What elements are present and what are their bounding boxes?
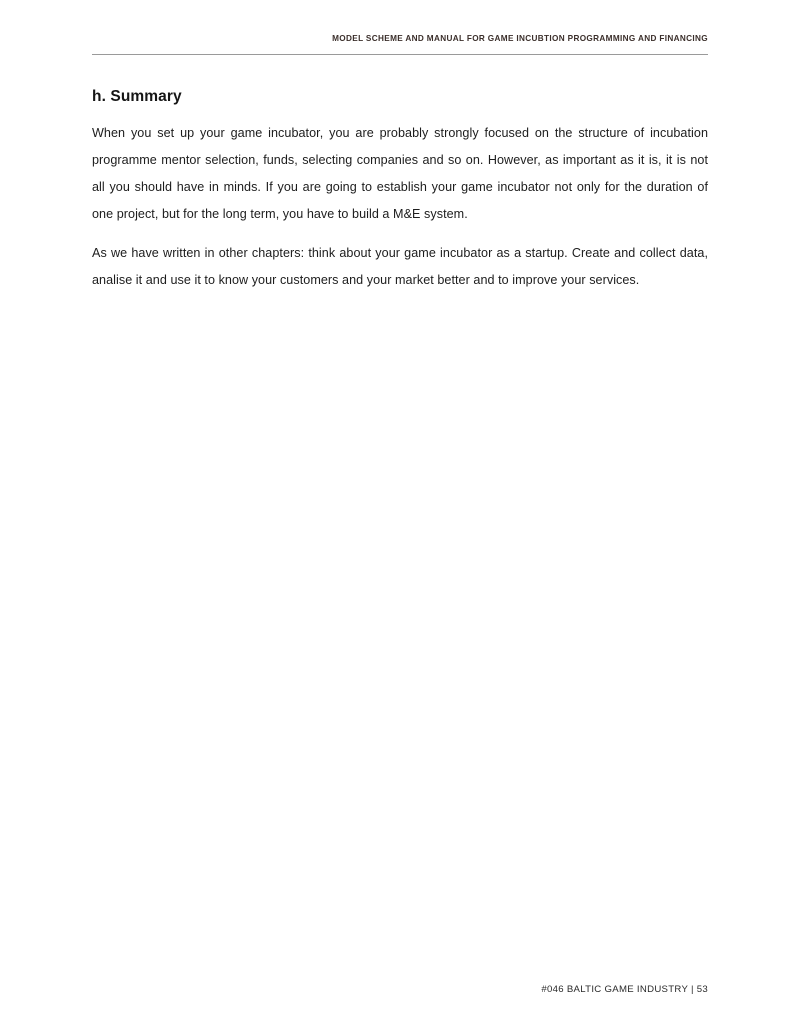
page-footer: #046 BALTIC GAME INDUSTRY | 53	[541, 984, 708, 995]
running-header: MODEL SCHEME AND MANUAL FOR GAME INCUBTION PROGRAMMING AND FINANCING	[332, 34, 708, 43]
body-paragraph-2: As we have written in other chapters: think about your game incubator as a startup. Create and collect data, analise it and use it to know your customers and your market better and to improve your services.	[92, 246, 708, 287]
body-paragraph-1: When you set up your game incubator, you are probably strongly focused on the structure of incubation programme mentor selection, funds, selecting companies and so on. However, as important as it is, it is not all you should have in minds. If you are going to establish your game incubator not only for the duration of one project, but for the long term, you have to build a M&E system.	[92, 126, 708, 221]
page-content	[92, 88, 708, 294]
header-divider	[92, 54, 708, 55]
section-title: h. Summary	[92, 88, 182, 105]
